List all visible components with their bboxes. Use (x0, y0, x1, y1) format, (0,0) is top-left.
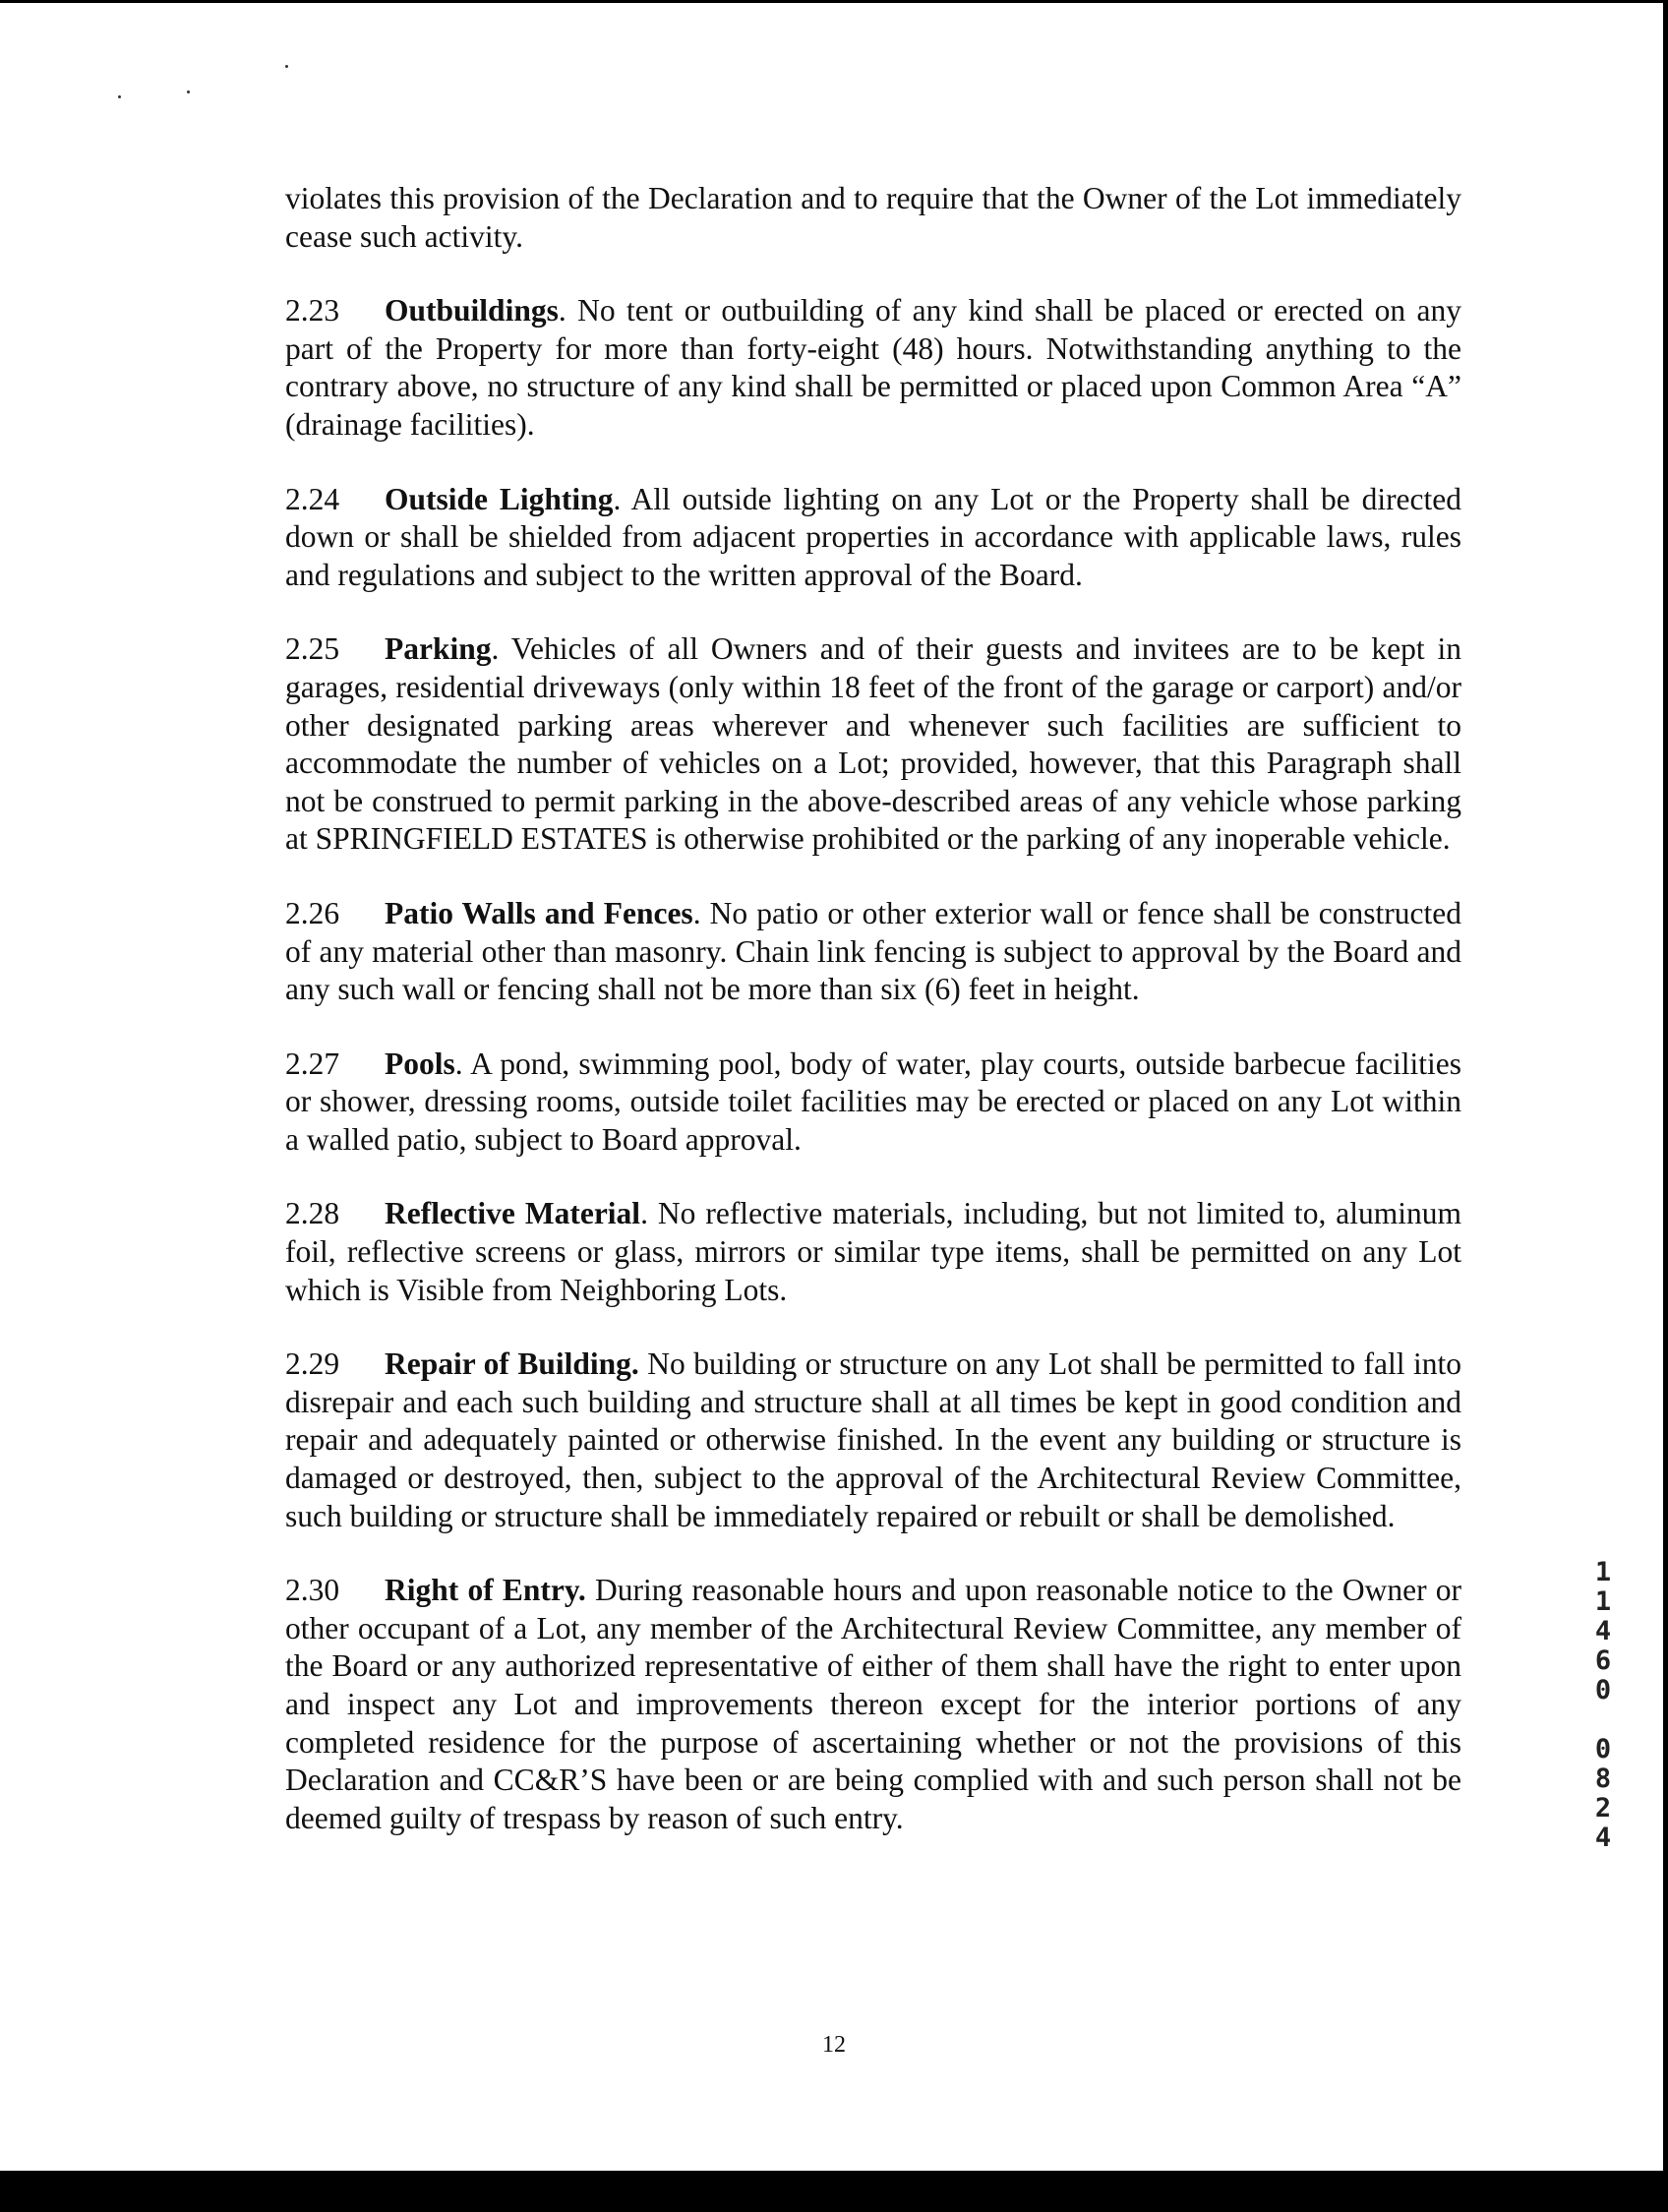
recording-digit: 0 (1594, 1675, 1612, 1705)
section-number: 2.28 (285, 1196, 340, 1231)
recording-digit: 2 (1594, 1793, 1612, 1823)
section-body: . No tent or outbuilding of any kind shall be placed or erected on any part of the Property for more than forty-eight (48) hours. Notwithstanding anything to the contrary above, no structure of any kind shall be permitted or placed upon Common Area “A” (drainage facilities). (285, 293, 1461, 442)
section-heading: Repair of Building. (385, 1346, 639, 1382)
section-heading: Outside Lighting (385, 481, 614, 516)
scan-border-top (0, 0, 1668, 3)
section-2-29 (285, 1345, 1461, 1535)
recording-digit: 4 (1594, 1616, 1612, 1646)
recording-digit: 8 (1594, 1764, 1612, 1794)
recording-digit: 1 (1594, 1586, 1612, 1617)
section-heading: Pools (385, 1046, 455, 1081)
section-2-28 (285, 1195, 1461, 1309)
section-2-23 (285, 292, 1461, 444)
continuation-paragraph: violates this provision of the Declaration and to require that the Owner of the Lot immediately cease such activity. (285, 181, 1461, 254)
section-2-27 (285, 1046, 1461, 1160)
recording-digit: 1 (1594, 1557, 1612, 1587)
recording-digit: 4 (1594, 1823, 1612, 1853)
section-2-24 (285, 481, 1461, 595)
section-number: 2.27 (285, 1046, 340, 1081)
section-body: . No patio or other exterior wall or fence shall be constructed of any material other than masonry. Chain link fencing is subject to approval by the Board and any such wall or fencing shall not be more than six (6) feet in height. (285, 895, 1461, 1007)
section-body: No building or structure on any Lot shall be permitted to fall into disrepair and each such building and structure shall at all times be kept in good condition and repair and adequately painted or otherwise finished. In the event any building or structure is damaged or destroyed, then, subject to the approval of the Architectural Review Committee, such building or structure shall be immediately repaired or rebuilt or shall be demolished. (285, 1346, 1461, 1533)
section-number: 2.29 (285, 1346, 340, 1382)
section-heading: Right of Entry. (385, 1573, 586, 1608)
section-number: 2.26 (285, 895, 340, 930)
section-heading: Outbuildings (385, 293, 559, 329)
section-body: . A pond, swimming pool, body of water, play courts, outside barbecue facilities or shower, dressing rooms, outside toilet facilities may be erected or placed on any Lot within a walled patio, subject to Board approval. (285, 1046, 1461, 1157)
section-heading: Parking (385, 631, 492, 667)
section-number: 2.24 (285, 481, 340, 516)
section-heading: Reflective Material (385, 1196, 641, 1231)
recording-digit: 0 (1594, 1734, 1612, 1764)
section-2-25 (285, 630, 1461, 859)
scan-speck (187, 90, 190, 93)
recording-gap (1587, 1705, 1619, 1735)
section-2-30 (285, 1572, 1461, 1837)
section-body: . Vehicles of all Owners and of their guests and invitees are to be kept in garages, residential driveways (only within 18 feet of the front of the garage or carport) and/or other designated parking areas wherever and whenever such facilities are sufficient to accommodate the number of vehicles on a Lot; provided, however, that this Paragraph shall not be construed to permit parking in the above-described areas of any vehicle whose parking at SPRINGFIELD ESTATES is otherwise prohibited or the parking of any inoperable vehicle. (285, 631, 1461, 857)
scan-speck (285, 65, 288, 68)
section-number: 2.23 (285, 293, 340, 329)
section-body: During reasonable hours and upon reasonable notice to the Owner or other occupant of a Lot, any member of the Architectural Review Committee, any member of the Board or any authorized representative of either of them shall have the right to enter upon and inspect any Lot and improvements thereon except for the interior portions of any completed residence for the purpose of ascertaining whether or not the provisions of this Declaration and CC&R’S have been or are being complied with and such person shall not be deemed guilty of trespass by reason of such entry. (285, 1573, 1461, 1835)
scan-border-right (1663, 0, 1668, 2212)
page-number: 12 (822, 2032, 846, 2058)
scan-border-bottom (0, 2171, 1668, 2212)
section-heading: Patio Walls and Fences (385, 895, 693, 930)
section-2-26 (285, 895, 1461, 1009)
scan-speck (118, 95, 121, 98)
recording-number-stamp (1587, 1558, 1619, 1853)
section-body: . No reflective materials, including, but not limited to, aluminum foil, reflective screens or glass, mirrors or similar type items, shall be permitted on any Lot which is Visible from Neighboring Lots. (285, 1196, 1462, 1307)
section-body: . All outside lighting on any Lot or the Property shall be directed down or shall be shielded from adjacent properties in accordance with applicable laws, rules and regulations and subject to the written approval of the Board. (285, 481, 1462, 592)
recording-digit: 6 (1594, 1645, 1612, 1676)
document-body (285, 180, 1461, 1874)
section-number: 2.30 (285, 1573, 340, 1608)
section-number: 2.25 (285, 631, 340, 667)
